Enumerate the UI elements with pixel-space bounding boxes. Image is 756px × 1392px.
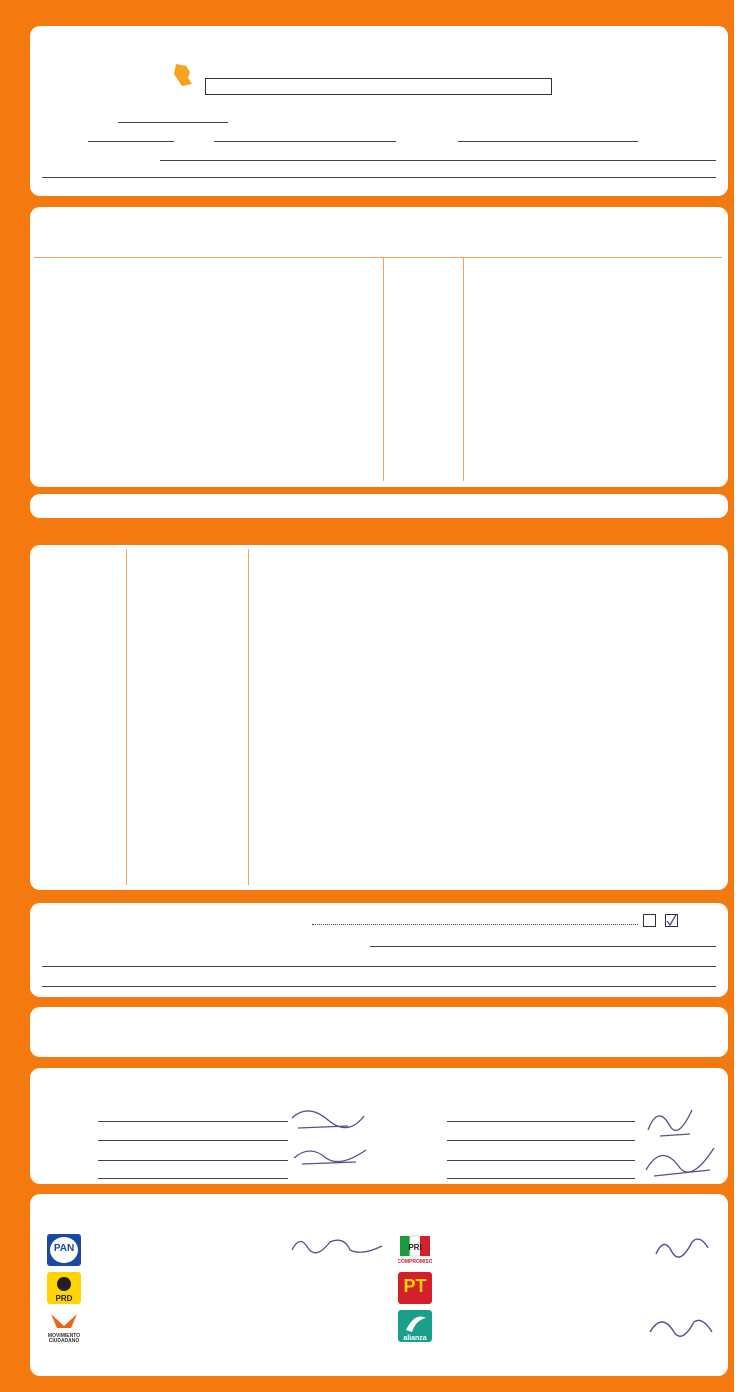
incidentes-panel [30, 903, 728, 997]
barcode [568, 74, 720, 96]
pri-logo [398, 1234, 432, 1266]
mesa-panel [30, 1068, 728, 1184]
pan-logo: PAN [47, 1234, 81, 1266]
pt-logo: PT [398, 1272, 432, 1304]
alianza-logo [398, 1310, 432, 1342]
items-panel [30, 207, 728, 487]
escrutador1-firma [290, 1140, 370, 1179]
rep-alianza-firma [646, 1310, 716, 1349]
representantes-panel [30, 1194, 728, 1376]
prd-logo [47, 1272, 81, 1304]
perforation-strip [734, 0, 756, 1392]
si-checkbox[interactable] [643, 914, 656, 927]
svg-text:COMPROMISO: COMPROMISO [398, 1259, 432, 1265]
rep-pan-firma [290, 1232, 386, 1267]
incidentes-options [641, 914, 678, 927]
resultados-panel [30, 545, 728, 890]
presidente-firma [288, 1098, 368, 1145]
no-checkbox[interactable] [665, 914, 678, 927]
svg-text:CIUDADANO: CIUDADANO [48, 1338, 80, 1342]
svg-text:PRD: PRD [55, 1294, 73, 1303]
nuevo-leon-map-icon [170, 62, 196, 88]
svg-text:alianza: alianza [403, 1335, 427, 1342]
urna-panel [30, 494, 728, 518]
header-panel [30, 26, 728, 196]
rep-pri-firma [650, 1232, 712, 1271]
movimiento-ciudadano-logo [47, 1310, 81, 1342]
svg-text:MOVIMIENTO: MOVIMIENTO [47, 1333, 81, 1339]
acta-subtitle [205, 78, 552, 95]
fundamento-panel [30, 1007, 728, 1057]
svg-text:PRI: PRI [408, 1243, 422, 1252]
escrutador2-firma [640, 1140, 720, 1187]
